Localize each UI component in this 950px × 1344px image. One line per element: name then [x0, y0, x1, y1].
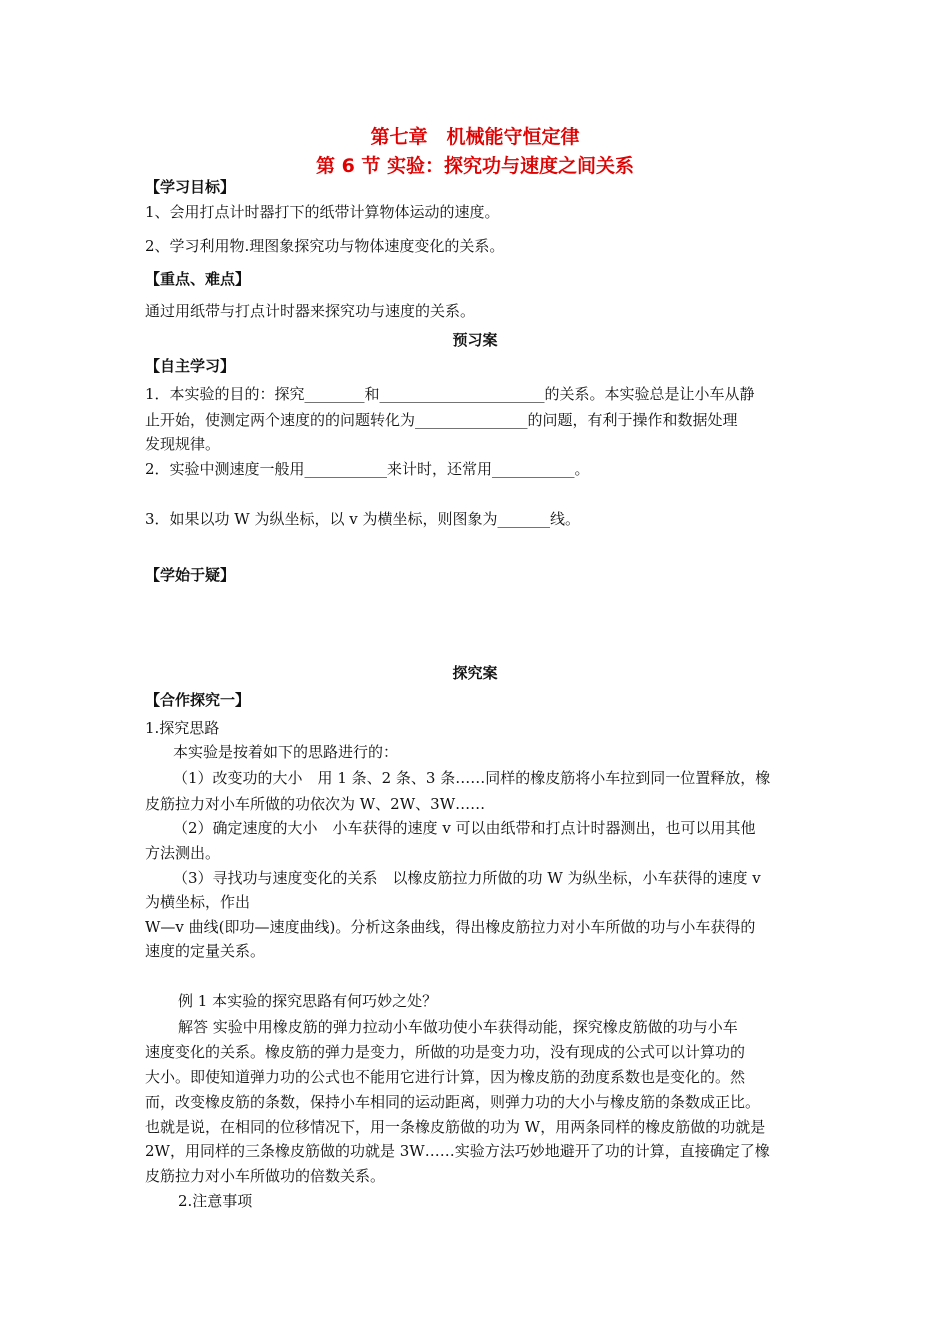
question-1-line-2: 止开始，使测定两个速度的的问题转化为_______________的问题，有利于操作和数据处理 — [145, 411, 738, 429]
example-1-answer-line-7: 皮筋拉力对小车所做功的倍数关系。 — [145, 1167, 386, 1185]
question-1-line-3: 发现规律。 — [145, 435, 221, 453]
example-1-answer-line-1: 解答 实验中用橡皮筋的弹力拉动小车做功使小车获得动能，探究橡皮筋做的功与小车 — [178, 1018, 738, 1036]
question-1-line-1: 1．本实验的目的：探究________和______________________的关系。本实验总是让小车从静 — [145, 385, 755, 403]
point-1-line-2: 皮筋拉力对小车所做的功依次为 W、2W、3W…… — [145, 795, 486, 813]
example-1-answer-line-6: 2W，用同样的三条橡皮筋做的功就是 3W……实验方法巧妙地避开了功的计算，直接确定了橡 — [145, 1142, 770, 1160]
chapter-title: 第七章 机械能守恒定律 — [370, 126, 580, 148]
point-2-line-2: 方法测出。 — [145, 844, 221, 862]
step-1-label: 1.探究思路 — [145, 719, 220, 737]
key-text: 通过用纸带与打点计时器来探究功与速度的关系。 — [145, 302, 476, 320]
point-2-line-1: （2）确定速度的大小 小车获得的速度 v 可以由纸带和打点计时器测出，也可以用其他 — [173, 819, 756, 837]
goals-heading: 【学习目标】 — [145, 178, 236, 196]
example-1-answer-line-5: 也就是说，在相同的位移情况下，用一条橡皮筋做的功为 W，用两条同样的橡皮筋做的功就是 — [145, 1118, 766, 1136]
coop-heading: 【合作探究一】 — [145, 691, 251, 709]
example-1-question: 例 1 本实验的探究思路有何巧妙之处？ — [178, 992, 438, 1010]
point-3-line-2: 为横坐标，作出 — [145, 893, 251, 911]
question-3: 3．如果以功 W 为纵坐标，以 v 为横坐标，则图象为_______线。 — [145, 510, 581, 528]
preview-title: 预习案 — [452, 331, 498, 349]
step-1-intro: 本实验是按着如下的思路进行的： — [173, 743, 399, 761]
example-1-answer-line-2: 速度变化的关系。橡皮筋的弹力是变力，所做的功是变力功，没有现成的公式可以计算功的 — [145, 1043, 746, 1061]
goal-item-1: 1、会用打点计时器打下的纸带计算物体运动的速度。 — [145, 203, 500, 221]
key-heading: 【重点、难点】 — [145, 270, 251, 288]
doubt-heading: 【学始于疑】 — [145, 566, 236, 584]
goal-item-2: 2、学习利用物.理图象探究功与物体速度变化的关系。 — [145, 237, 505, 255]
example-1-answer-line-4: 而，改变橡皮筋的条数，保持小车相同的运动距离，则弹力功的大小与橡皮筋的条数成正比。 — [145, 1093, 761, 1111]
section-title: 第 6 节 实验：探究功与速度之间关系 — [315, 155, 635, 177]
point-3-line-1: （3）寻找功与速度变化的关系 以橡皮筋拉力所做的功 W 为纵坐标，小车获得的速度 v — [173, 869, 761, 887]
point-3-line-3: W—v 曲线(即功—速度曲线)。分析这条曲线，得出橡皮筋拉力对小车所做的功与小车获得的 — [145, 918, 756, 936]
point-3-line-4: 速度的定量关系。 — [145, 942, 266, 960]
explore-title: 探究案 — [452, 664, 498, 682]
self-study-heading: 【自主学习】 — [145, 357, 236, 375]
step-2-label: 2.注意事项 — [178, 1192, 253, 1210]
question-2: 2．实验中测速度一般用___________来计时，还常用___________。 — [145, 460, 590, 478]
point-1-line-1: （1）改变功的大小 用 1 条、2 条、3 条……同样的橡皮筋将小车拉到同一位置释放，橡 — [173, 769, 771, 787]
example-1-answer-line-3: 大小。即使知道弹力功的公式也不能用它进行计算，因为橡皮筋的劲度系数也是变化的。然 — [145, 1068, 746, 1086]
